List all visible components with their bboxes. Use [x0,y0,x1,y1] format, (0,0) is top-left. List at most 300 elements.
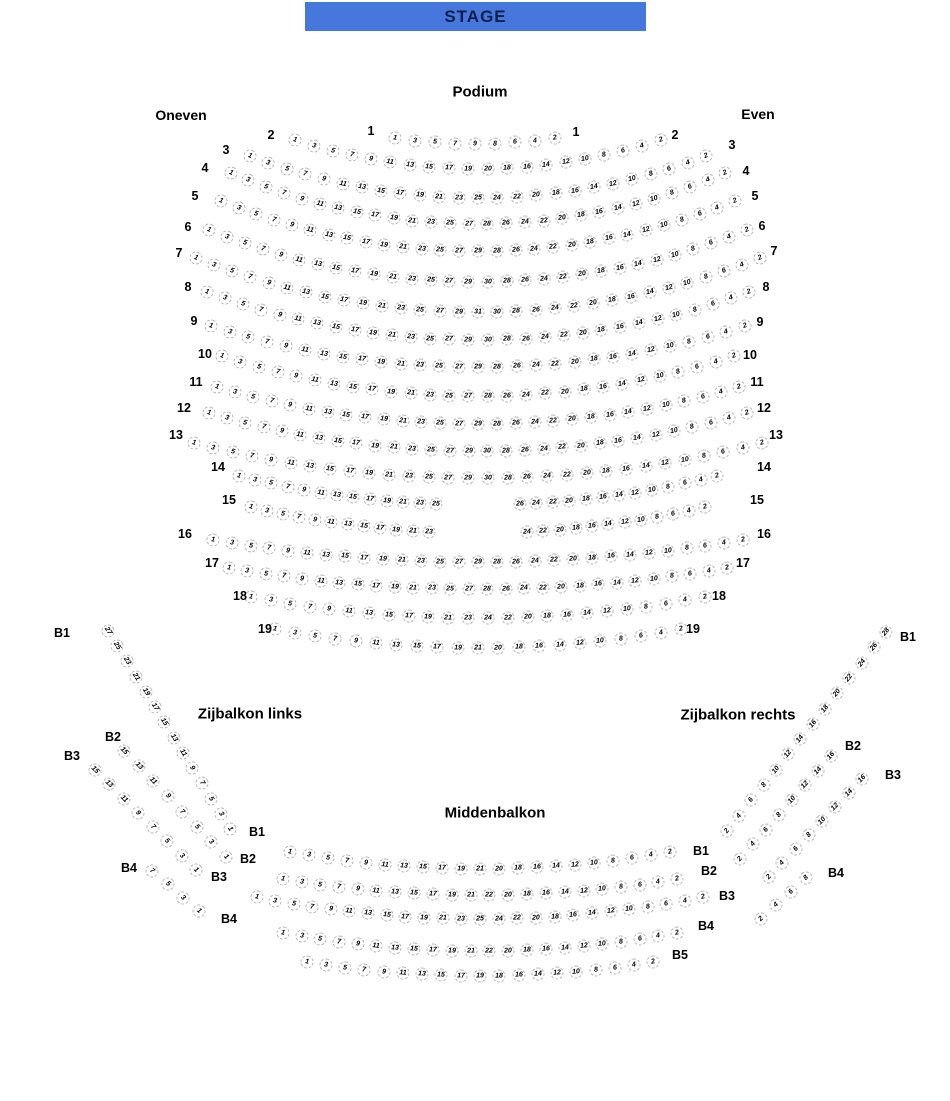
seat[interactable]: 12 [573,636,587,650]
seat[interactable]: 14 [539,158,553,172]
seat[interactable]: 3 [294,875,309,890]
seat[interactable]: 27 [462,217,475,230]
seat[interactable]: 28 [499,444,512,457]
seat[interactable]: 12 [658,455,673,470]
seat[interactable]: 6 [689,359,705,375]
seat[interactable]: 21 [406,581,420,595]
seat[interactable]: 2 [669,925,684,940]
seat[interactable]: 11 [396,966,410,980]
seat[interactable]: 12 [638,222,654,238]
seat[interactable]: 2 [670,872,685,887]
seat[interactable]: 3 [206,257,223,274]
seat[interactable]: 18 [574,208,589,223]
seat[interactable]: 30 [481,444,494,457]
seat[interactable]: 9 [297,482,312,497]
seat[interactable]: 3 [306,138,322,154]
seat[interactable]: 18 [579,492,593,506]
seat[interactable]: 15 [410,639,424,653]
seat[interactable]: 30 [481,471,494,484]
seat[interactable]: 23 [414,415,428,429]
seat[interactable]: 12 [648,427,663,442]
seat[interactable]: 10 [667,247,683,263]
seat[interactable]: 5 [235,296,251,312]
seat[interactable]: 16 [591,577,605,591]
seat[interactable]: 5 [275,506,290,521]
seat[interactable]: 18 [576,382,591,397]
seat[interactable]: 24 [518,215,532,229]
seat[interactable]: 5 [248,206,265,223]
seat[interactable]: 18 [583,234,598,249]
seat[interactable]: 9 [159,787,177,805]
seat[interactable]: 24 [481,611,494,624]
seat[interactable]: 26 [500,389,513,402]
seat[interactable]: 3 [172,847,190,865]
seat[interactable]: 1 [214,348,230,364]
seat[interactable]: 15 [346,490,361,505]
seat[interactable]: 1 [187,861,205,879]
seat[interactable]: 26 [513,497,527,511]
seat[interactable]: 31 [472,306,485,319]
seat[interactable]: 1 [188,250,205,267]
seat[interactable]: 21 [464,944,477,957]
seat[interactable]: 1 [206,533,221,548]
seat[interactable]: 11 [369,939,383,953]
seat[interactable]: 16 [602,407,617,422]
seat[interactable]: 16 [530,861,544,875]
seat[interactable]: 2 [754,435,770,451]
seat[interactable]: 13 [100,775,118,793]
seat[interactable]: 14 [558,941,572,955]
seat[interactable]: 25 [413,303,427,317]
seat[interactable]: 21 [382,468,396,482]
seat[interactable]: 17 [426,943,440,957]
seat[interactable]: 14 [809,762,827,780]
seat[interactable]: 13 [340,517,355,532]
seat[interactable]: 4 [644,848,659,863]
seat[interactable]: 15 [349,204,364,219]
seat[interactable]: 16 [619,461,634,476]
seat[interactable]: 29 [462,444,475,457]
seat[interactable]: 27 [433,304,447,318]
seat[interactable]: 8 [696,448,711,463]
seat[interactable]: 25 [430,497,444,511]
seat[interactable]: 6 [757,820,775,838]
seat[interactable]: 14 [840,784,858,802]
seat[interactable]: 16 [604,549,618,563]
seat[interactable]: 22 [536,581,550,595]
seat[interactable]: 19 [417,911,431,925]
seat[interactable]: 2 [697,499,713,515]
seat[interactable]: 8 [755,776,773,794]
seat[interactable]: 24 [537,272,551,286]
seat[interactable]: 11 [280,280,296,296]
seat[interactable]: 28 [481,217,494,230]
seat[interactable]: 23 [413,496,427,510]
seat[interactable]: 3 [260,154,277,171]
seat[interactable]: 6 [698,538,713,553]
seat[interactable]: 17 [454,969,467,982]
seat[interactable]: 10 [644,482,659,497]
seat[interactable]: 25 [424,443,438,457]
seat[interactable]: 25 [474,913,487,926]
seat[interactable]: 12 [633,372,648,387]
seat[interactable]: 14 [553,638,567,652]
seat[interactable]: 10 [767,761,785,779]
seat[interactable]: 18 [512,641,525,654]
seat[interactable]: 17 [368,208,383,223]
seat[interactable]: 20 [481,162,494,175]
seat[interactable]: 20 [574,438,588,452]
seat[interactable]: 10 [677,452,692,467]
seat[interactable]: 17 [146,698,164,716]
seat[interactable]: 12 [550,966,564,980]
seat[interactable]: 18 [569,521,583,535]
seat[interactable]: 22 [536,524,550,538]
seat[interactable]: 12 [576,884,590,898]
seat[interactable]: 12 [650,311,666,327]
seat[interactable]: 11 [313,485,328,500]
seat[interactable]: 13 [316,346,331,361]
seat[interactable]: 8 [797,869,815,887]
seat[interactable]: 6 [786,840,804,858]
seat[interactable]: 3 [259,503,274,518]
seat[interactable]: 9 [283,397,298,412]
seat[interactable]: 24 [540,469,554,483]
seat[interactable]: 22 [840,669,858,687]
seat[interactable]: 14 [791,730,809,748]
seat[interactable]: 5 [237,415,253,431]
seat[interactable]: 24 [548,301,562,315]
seat[interactable]: 19 [374,355,388,369]
seat[interactable]: 11 [369,884,383,898]
seat[interactable]: 13 [129,757,147,775]
seat[interactable]: 10 [783,791,801,809]
seat[interactable]: 7 [270,364,286,380]
seat[interactable]: 6 [677,476,692,491]
seat[interactable]: 9 [316,171,332,187]
seat[interactable]: 19 [377,237,392,252]
seat[interactable]: 18 [585,551,599,565]
seat[interactable]: 9 [350,937,364,951]
seat[interactable]: 2 [739,222,756,239]
seat[interactable]: 9 [281,544,295,558]
seat[interactable]: 26 [521,470,535,484]
seat[interactable]: 4 [773,854,791,872]
seat[interactable]: 14 [610,200,626,216]
seat[interactable]: 3 [288,625,303,640]
seat[interactable]: 6 [742,791,760,809]
seat[interactable]: 2 [737,318,753,334]
seat[interactable]: 5 [158,832,176,850]
seat[interactable]: 6 [683,566,698,581]
seat[interactable]: 2 [727,193,744,210]
seat[interactable]: 10 [658,397,673,412]
seat[interactable]: 16 [606,349,621,364]
seat[interactable]: 17 [347,323,362,338]
seat[interactable]: 1 [282,844,297,859]
seat[interactable]: 11 [300,546,314,560]
seat[interactable]: 21 [394,357,408,371]
seat[interactable]: 29 [472,418,485,431]
seat[interactable]: 9 [294,190,310,206]
seat[interactable]: 9 [184,759,202,777]
seat[interactable]: 7 [144,818,162,836]
seat[interactable]: 27 [452,244,465,257]
seat[interactable]: 16 [532,639,546,653]
seat[interactable]: 7 [332,935,347,950]
seat[interactable]: 18 [548,910,562,924]
seat[interactable]: 12 [644,342,659,357]
seat[interactable]: 23 [455,912,468,925]
seat[interactable]: 20 [529,911,543,925]
seat[interactable]: 19 [380,494,394,508]
seat[interactable]: 12 [826,798,844,816]
seat[interactable]: 13 [319,548,333,562]
seat[interactable]: 5 [286,896,301,911]
seat[interactable]: 6 [608,960,623,975]
seat[interactable]: 17 [348,264,363,279]
seat[interactable]: 7 [259,334,275,350]
seat[interactable]: 20 [580,466,594,480]
seat[interactable]: 11 [335,176,350,191]
seat[interactable]: 13 [321,227,337,243]
seat[interactable]: 2 [741,284,758,301]
seat[interactable]: 11 [312,196,328,212]
seat[interactable]: 13 [309,316,324,331]
seat[interactable]: 30 [481,275,494,288]
seat[interactable]: 12 [661,280,677,296]
seat[interactable]: 11 [174,744,192,762]
seat[interactable]: 21 [385,328,399,342]
seat[interactable]: 16 [595,379,610,394]
seat[interactable]: 23 [425,582,438,595]
seat[interactable]: 12 [603,904,617,918]
seat[interactable]: 17 [373,521,387,535]
seat[interactable]: 3 [240,172,257,189]
seat[interactable]: 17 [355,352,370,367]
seat[interactable]: 5 [308,628,323,643]
seat[interactable]: 8 [687,302,703,318]
seat[interactable]: 4 [718,324,734,340]
seat[interactable]: 3 [294,929,309,944]
seat[interactable]: 20 [555,211,570,226]
seat[interactable]: 23 [414,554,427,567]
seat[interactable]: 15 [435,969,448,982]
seat[interactable]: 13 [388,885,402,899]
seat[interactable]: 13 [310,256,326,272]
seat[interactable]: 4 [744,835,762,853]
seat[interactable]: 23 [452,191,465,204]
seat[interactable]: 20 [565,412,579,426]
seat[interactable]: 3 [218,228,235,245]
seat[interactable]: 4 [677,893,692,908]
seat[interactable]: 11 [378,858,392,872]
seat[interactable]: 1 [243,589,258,604]
seat[interactable]: 17 [430,641,443,654]
seat[interactable]: 22 [546,414,560,428]
seat[interactable]: 21 [404,386,418,400]
seat[interactable]: 15 [336,349,351,364]
seat[interactable]: 15 [416,861,430,875]
seat[interactable]: 1 [217,848,235,866]
seat[interactable]: 11 [115,789,133,807]
seat[interactable]: 10 [593,634,607,648]
seat[interactable]: 15 [330,433,345,448]
seat[interactable]: 5 [188,818,206,836]
seat[interactable]: 14 [625,346,640,361]
seat[interactable]: 11 [297,342,312,357]
seat[interactable]: 11 [291,311,307,327]
seat[interactable]: 10 [660,544,674,558]
seat[interactable]: 18 [816,699,834,717]
seat[interactable]: 13 [415,968,429,982]
seat[interactable]: 7 [264,393,280,409]
seat[interactable]: 21 [395,414,409,428]
seat[interactable]: 23 [404,272,418,286]
seat[interactable]: 6 [716,263,732,279]
seat[interactable]: 15 [346,379,361,394]
seat[interactable]: 20 [529,188,543,202]
seat[interactable]: 5 [251,359,267,375]
seat[interactable]: 14 [610,575,624,589]
seat[interactable]: 9 [295,571,309,585]
seat[interactable]: 21 [396,495,410,509]
seat[interactable]: 5 [225,444,240,459]
seat[interactable]: 7 [357,963,371,977]
seat[interactable]: 7 [280,479,295,494]
seat[interactable]: 21 [464,888,477,901]
seat[interactable]: 26 [509,555,522,568]
seat[interactable]: 19 [462,162,475,175]
seat[interactable]: 4 [693,472,709,488]
seat[interactable]: 16 [566,908,580,922]
seat[interactable]: 5 [246,389,262,405]
seat[interactable]: 14 [585,906,599,920]
seat[interactable]: 1 [190,902,208,920]
seat[interactable]: 3 [217,290,233,306]
seat[interactable]: 30 [491,305,504,318]
seat[interactable]: 1 [249,889,264,904]
seat[interactable]: 8 [697,269,713,285]
seat[interactable]: 15 [380,908,394,922]
seat[interactable]: 22 [547,553,561,567]
seat[interactable]: 27 [452,555,465,568]
seat[interactable]: 25 [424,274,438,288]
seat[interactable]: 1 [267,621,282,636]
seat[interactable]: 18 [593,264,608,279]
seat[interactable]: 27 [452,417,465,430]
seat[interactable]: 9 [469,138,482,151]
seat[interactable]: 3 [247,472,263,488]
seat[interactable]: 9 [272,307,288,323]
seat[interactable]: 28 [481,389,494,402]
seat[interactable]: 28 [481,582,494,595]
seat[interactable]: 4 [528,133,542,147]
seat[interactable]: 13 [362,606,376,620]
seat[interactable]: 24 [527,242,541,256]
seat[interactable]: 2 [709,468,725,484]
seat[interactable]: 6 [633,628,648,643]
seat[interactable]: 11 [302,222,318,238]
seat[interactable]: 29 [472,245,485,258]
seat[interactable]: 12 [628,574,642,588]
seat[interactable]: 3 [268,893,283,908]
seat[interactable]: 13 [332,575,346,589]
seat[interactable]: 2 [697,589,712,604]
seat[interactable]: 8 [613,631,628,646]
seat[interactable]: 15 [382,608,396,622]
seat[interactable]: 8 [770,806,788,824]
seat[interactable]: 6 [632,877,647,892]
seat[interactable]: 22 [483,888,496,901]
seat[interactable]: 17 [393,186,407,200]
seat[interactable]: 3 [232,354,248,370]
seat[interactable]: 4 [651,875,666,890]
seat[interactable]: 17 [402,609,416,623]
seat[interactable]: 19 [454,862,467,875]
seat[interactable]: 11 [293,427,308,442]
seat[interactable]: 19 [388,580,402,594]
seat[interactable]: 5 [243,538,258,553]
seat[interactable]: 10 [624,171,640,187]
seat[interactable]: 15 [407,942,421,956]
seat[interactable]: 18 [594,323,609,338]
seat[interactable]: 8 [661,479,676,494]
seat[interactable]: 5 [283,596,298,611]
seat[interactable]: 29 [452,305,465,318]
seat[interactable]: 14 [612,488,627,503]
seat[interactable]: 3 [230,199,247,216]
seat[interactable]: 5 [258,566,273,581]
seat[interactable]: 26 [865,638,883,656]
seat[interactable]: 5 [158,875,176,893]
seat[interactable]: 20 [586,296,601,311]
seat[interactable]: 28 [510,304,524,318]
seat[interactable]: 22 [555,440,569,454]
seat[interactable]: 4 [713,384,729,400]
seat[interactable]: 12 [640,401,655,416]
seat[interactable]: 6 [625,851,640,866]
seat[interactable]: 7 [256,419,272,435]
seat[interactable]: 4 [735,440,751,456]
seat[interactable]: 13 [389,638,403,652]
seat[interactable]: 12 [628,196,644,212]
seat[interactable]: 14 [623,548,637,562]
seat[interactable]: 7 [255,241,271,257]
seat[interactable]: 6 [703,235,720,252]
seat[interactable]: 8 [640,899,655,914]
seat[interactable]: 25 [423,332,437,346]
seat[interactable]: 5 [338,960,353,975]
seat[interactable]: 2 [736,533,751,548]
seat[interactable]: 22 [511,912,524,925]
seat[interactable]: 29 [462,275,475,288]
seat[interactable]: 7 [242,269,258,285]
seat[interactable]: 23 [405,442,419,456]
seat[interactable]: 23 [415,242,429,256]
seat[interactable]: 16 [623,289,638,304]
seat[interactable]: 8 [643,166,659,182]
seat[interactable]: 9 [358,856,372,870]
seat[interactable]: 17 [349,436,364,451]
seat[interactable]: 18 [593,436,608,451]
seat[interactable]: 7 [277,569,292,584]
seat[interactable]: 15 [338,549,352,563]
seat[interactable]: 26 [529,303,543,317]
seat[interactable]: 10 [666,423,681,438]
seat[interactable]: 5 [279,161,295,177]
seat[interactable]: 8 [606,853,621,868]
